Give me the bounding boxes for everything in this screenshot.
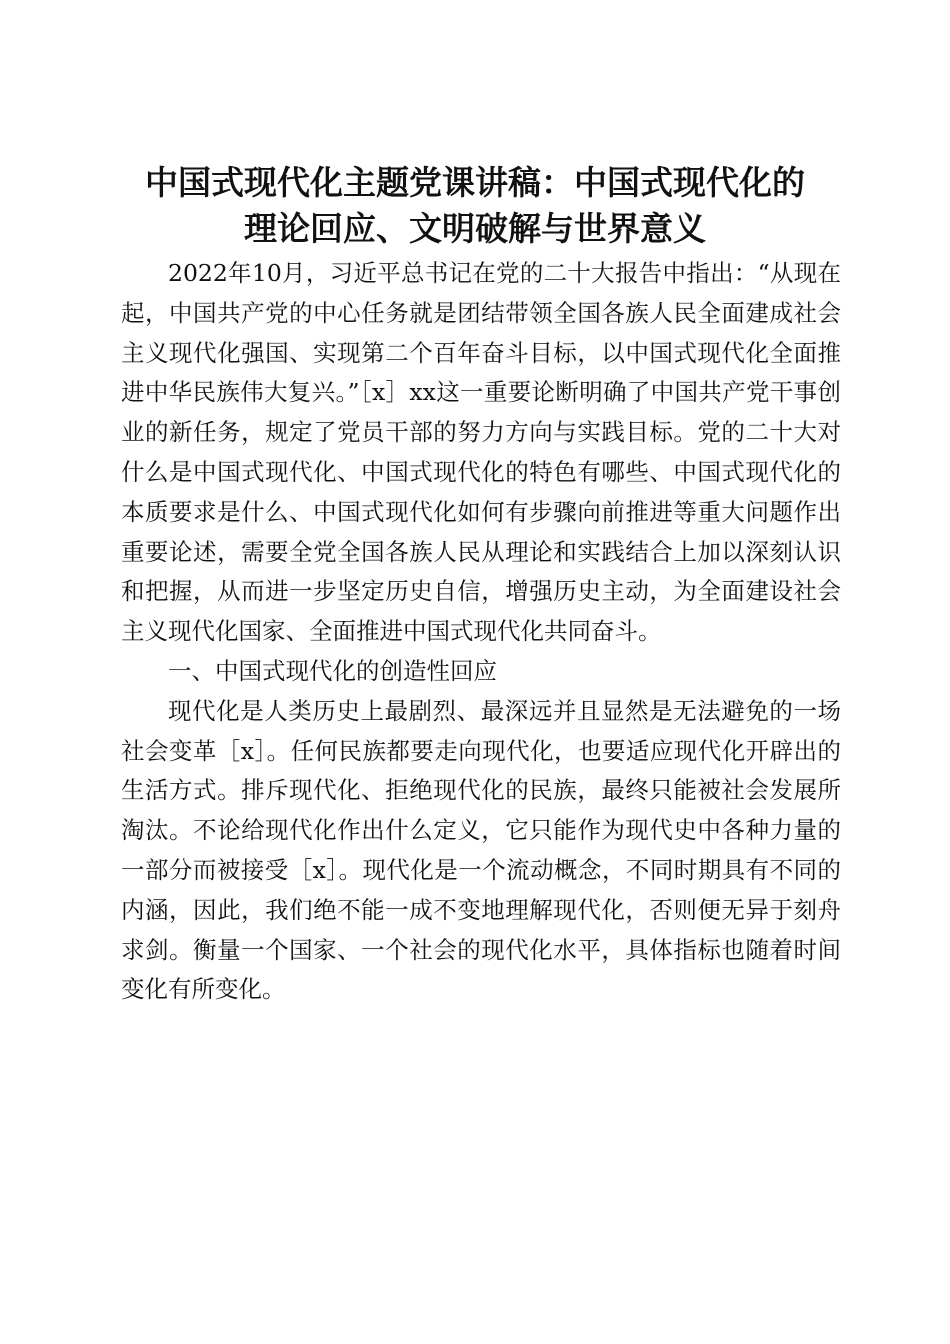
document-title: [60, 160, 890, 252]
paragraph-modernization: 现代化是人类历史上最剧烈、最深远并且显然是无法避免的一场社会变革［x］。任何民族都要走向现代化，也要适应现代化开辟出的生活方式。排斥现代化、拒绝现代化的民族，最终只能被社会发展所淘汰。不论给现代化作出什么定义，它只能作为现代史中各种力量的一部分而被接受［x］。现代化是一个流动概念，不同时期具有不同的内涵，因此，我们绝不能一成不变地理解现代化，否则便无异于刻舟求剑。衡量一个国家、一个社会的现代化水平，具体指标也随着时间变化有所变化。: [121, 696, 841, 1004]
title-line-1: 中国式现代化主题党课讲稿：中国式现代化的: [145, 163, 805, 203]
title-line-2: 理论回应、文明破解与世界意义: [244, 209, 706, 249]
paragraph-intro: 2022年10月，习近平总书记在党的二十大报告中指出：“从现在起，中国共产党的中心任务就是团结带领全国各族人民全面建成社会主义现代化强国、实现第二个百年奋斗目标，以中国式现代化全面推进中华民族伟大复兴。”［x］xx这一重要论断明确了中国共产党干事创业的新任务，规定了党员干部的努力方向与实践目标。党的二十大对什么是中国式现代化、中国式现代化的特色有哪些、中国式现代化的本质要求是什么、中国式现代化如何有步骤向前推进等重大问题作出重要论述，需要全党全国各族人民从理论和实践结合上加以深刻认识和把握，从而进一步坚定历史自信，增强历史主动，为全面建设社会主义现代化国家、全面推进中国式现代化共同奋斗。: [121, 259, 841, 646]
document-body: [121, 254, 841, 1010]
section-heading-1: 一、中国式现代化的创造性回应: [168, 656, 497, 685]
